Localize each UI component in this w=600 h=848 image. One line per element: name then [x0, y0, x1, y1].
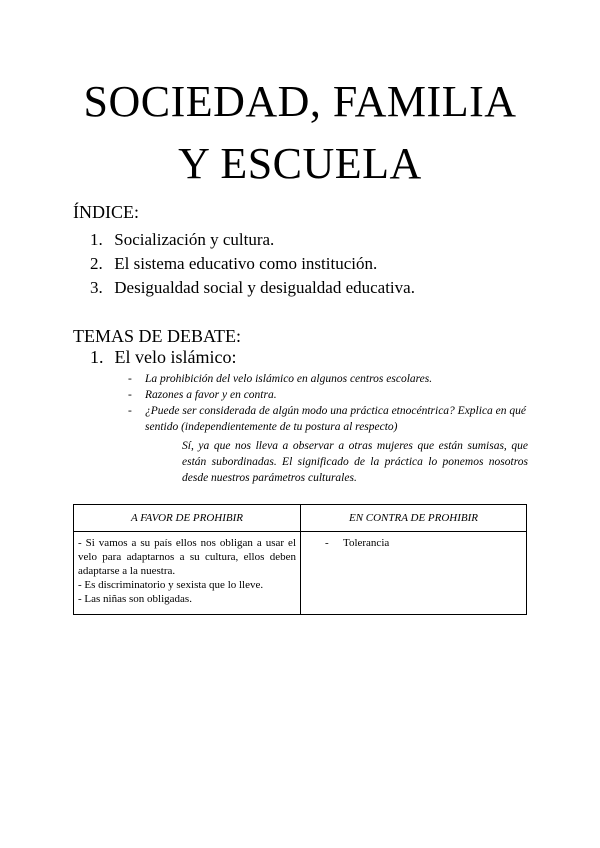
column-header-contra: EN CONTRA DE PROHIBIR	[301, 505, 527, 532]
contra-cell	[301, 532, 527, 615]
debate-topic-text: El velo islámico:	[114, 347, 237, 367]
index-item	[90, 252, 415, 276]
favor-item: - Las niñas son obligadas.	[78, 593, 192, 605]
index-heading: ÍNDICE:	[73, 202, 139, 222]
debate-bullet-text: La prohibición del velo islámico en algunos centros escolares.	[145, 373, 433, 385]
contra-item-text: Tolerancia	[343, 537, 390, 549]
debate-topic-number: 1.	[90, 347, 104, 367]
debate-bullet: - ¿Puede ser considerada de algún modo una práctica etnocéntrica? Explica en qué sentido (independientemente de tu postura al respecto)	[128, 405, 527, 433]
favor-item: - Es discriminatorio y sexista que lo lleve.	[78, 579, 264, 591]
debate-answer: Sí, ya que nos lleva a observar a otras mujeres que están sumisas, que están subordinadas. El significado de la práctica lo ponemos nosotros desde nuestros parámetros culturales.	[182, 440, 528, 484]
index-item-number: 1.	[90, 230, 103, 249]
debate-heading: TEMAS DE DEBATE:	[73, 326, 241, 346]
pros-cons-table	[73, 504, 527, 615]
document-title-line-1: SOCIEDAD, FAMILIA	[83, 77, 517, 126]
index-list	[90, 228, 415, 300]
index-item-number: 2.	[90, 254, 103, 273]
table-row	[74, 532, 527, 615]
table-header-row	[74, 505, 527, 532]
index-item-text: El sistema educativo como institución.	[114, 254, 378, 273]
contra-item: - Tolerancia	[325, 537, 390, 549]
favor-cell	[74, 532, 301, 615]
document-title-line-2: Y ESCUELA	[178, 139, 422, 188]
debate-bullet-text: Razones a favor y en contra.	[145, 389, 277, 401]
index-item-number: 3.	[90, 278, 103, 297]
favor-item: - Si vamos a su país ellos nos obligan a usar el velo para adaptarnos a su cultura, ellos deben adaptarse a la nuestra.	[78, 537, 296, 577]
debate-bullet: - Razones a favor y en contra.	[128, 389, 277, 401]
debate-bullet-text: ¿Puede ser considerada de algún modo una práctica etnocéntrica? Explica en qué sentido (independientemente de tu postura al respecto)	[145, 405, 527, 433]
debate-topic	[90, 347, 236, 368]
debate-bullet: - La prohibición del velo islámico en algunos centros escolares.	[128, 373, 433, 385]
index-item	[90, 276, 415, 300]
index-item	[90, 228, 415, 252]
column-header-favor: A FAVOR DE PROHIBIR	[74, 505, 301, 532]
index-item-text: Socialización y cultura.	[114, 230, 275, 249]
index-item-text: Desigualdad social y desigualdad educativa.	[114, 278, 415, 297]
debate-bullet-list	[128, 371, 528, 435]
